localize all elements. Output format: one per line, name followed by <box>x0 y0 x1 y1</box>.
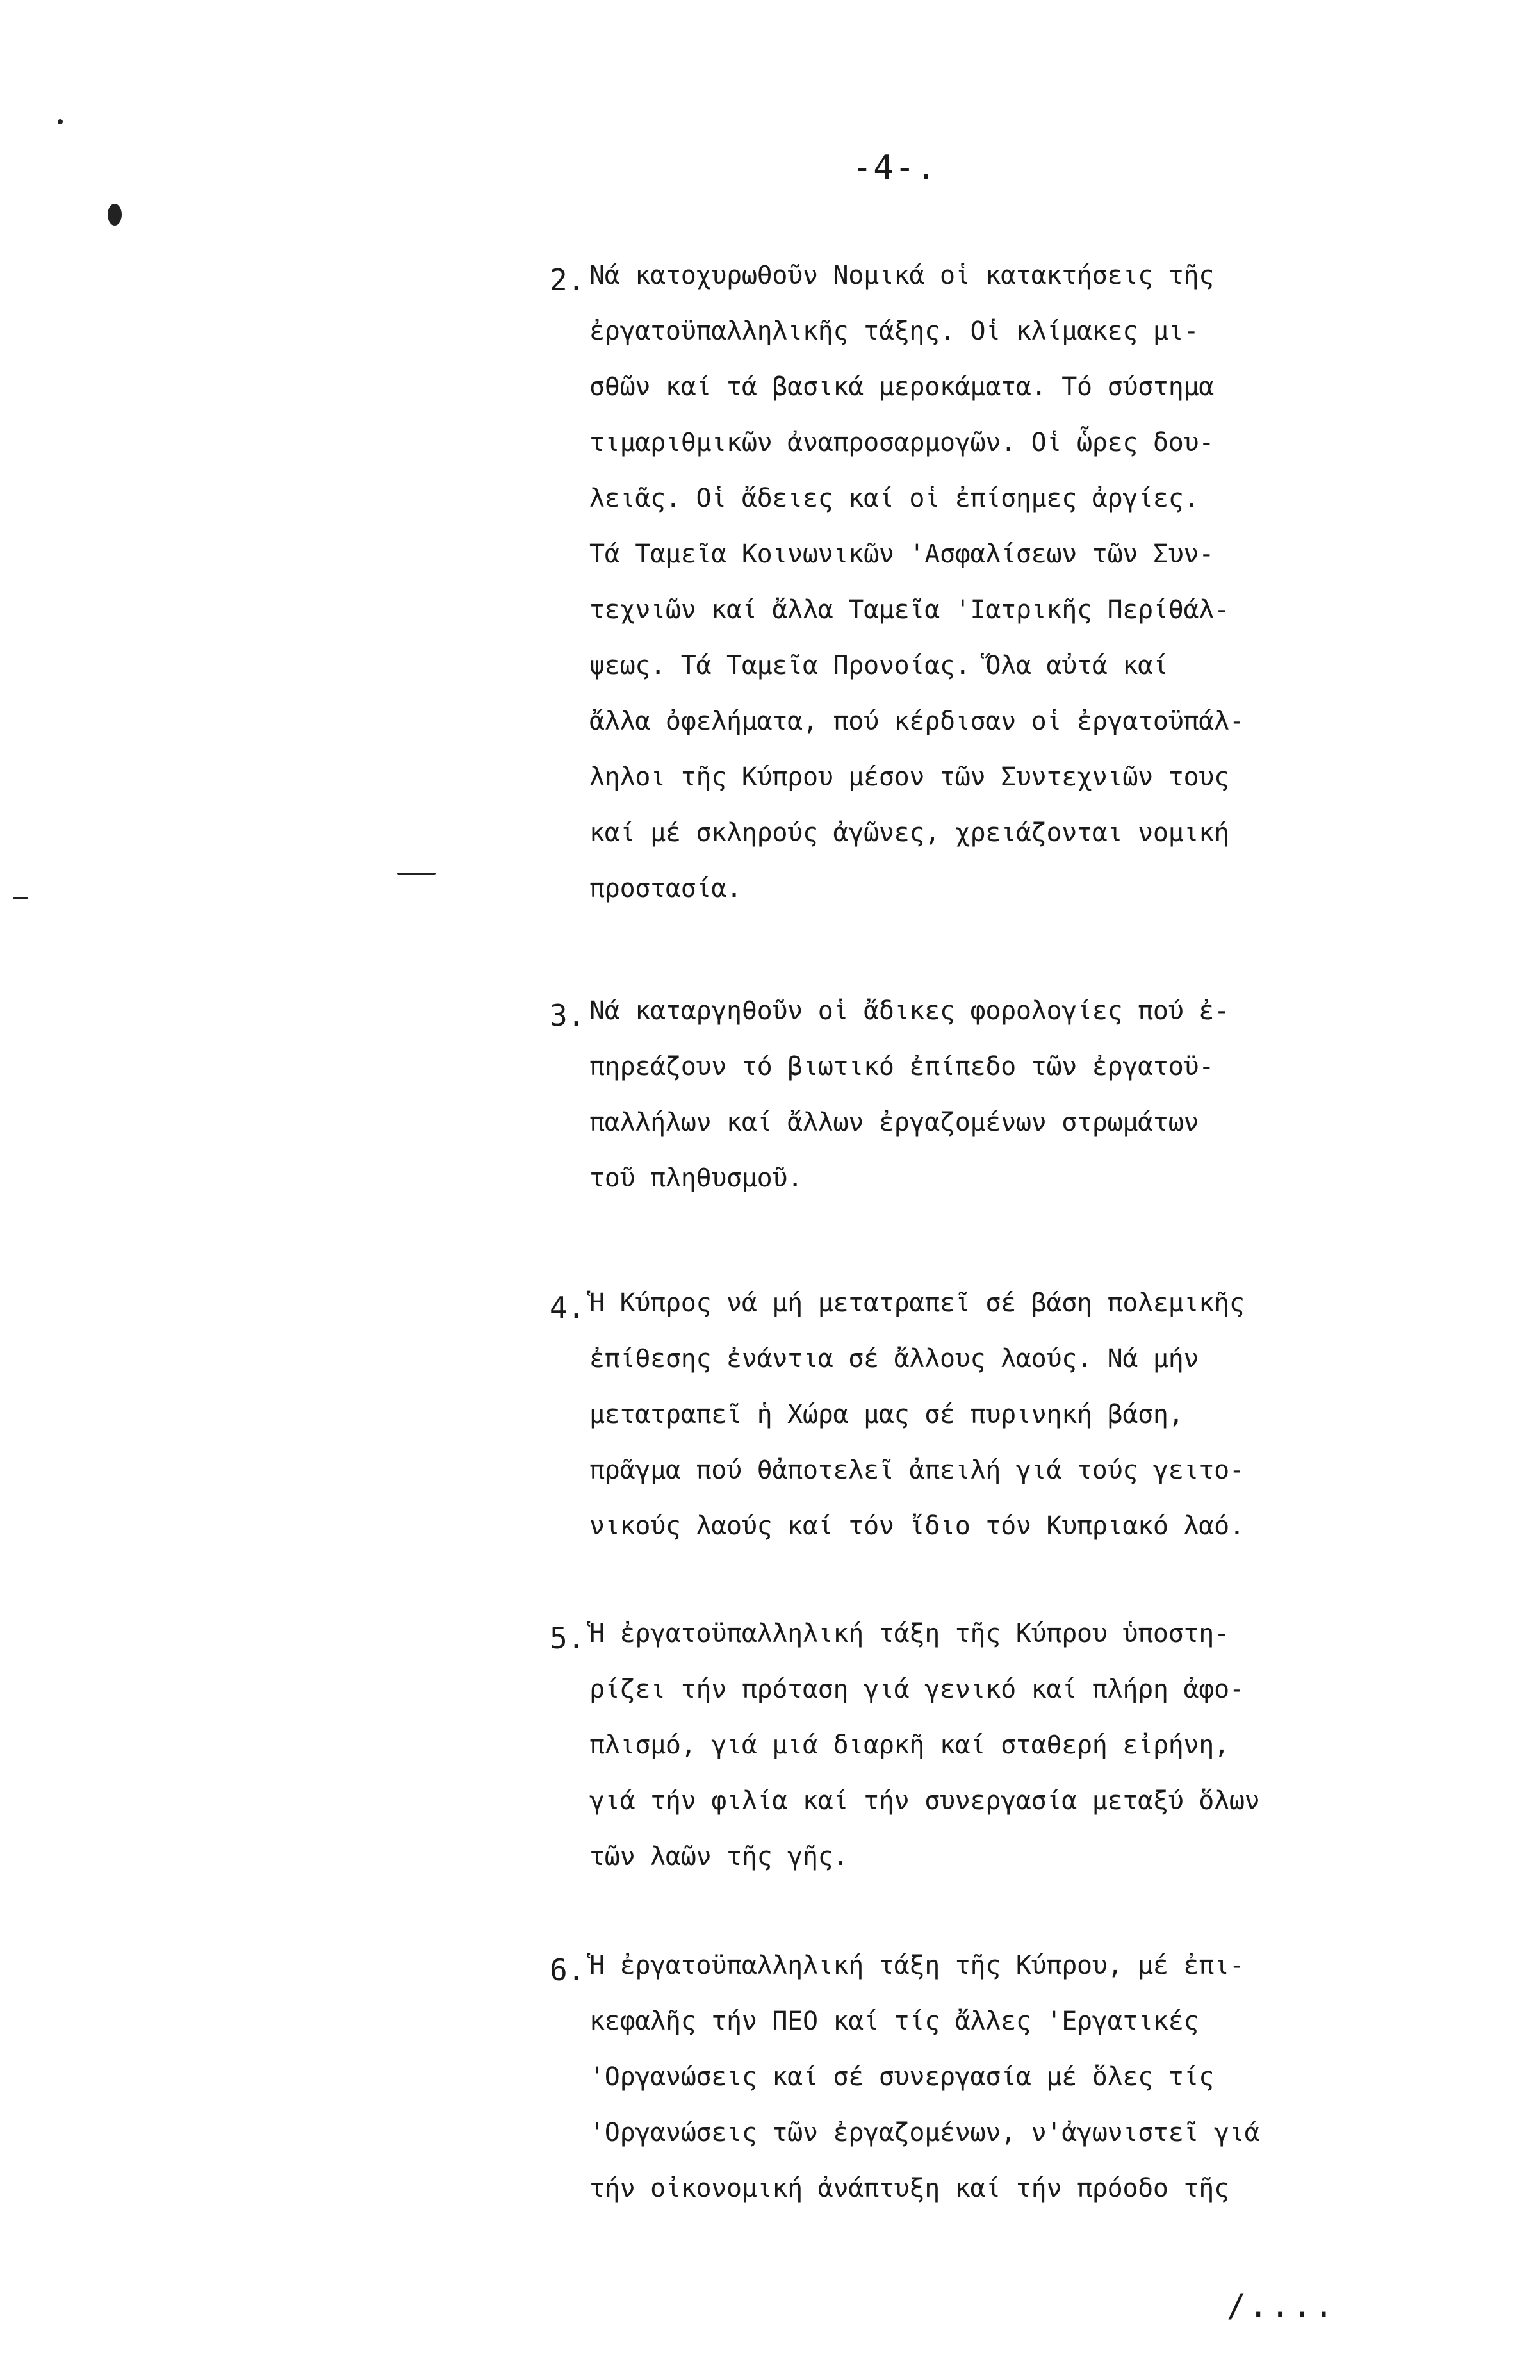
item-text <box>589 1621 1448 1869</box>
text-line: Νά καταργηθοῦν οἱ ἄδικες φορολογίες πού ἐ- <box>589 996 1229 1026</box>
scan-speck <box>108 204 122 226</box>
text-line: ψεως. Τά Ταμεῖα Προνοίας. Ὅλα αὐτά καί <box>589 651 1168 680</box>
text-line: ληλοι τῆς Κύπρου μέσον τῶν Συντεχνιῶν τους <box>589 762 1229 792</box>
item-6 <box>550 1951 1448 2203</box>
text-line: ἄλλα ὀφελήματα, πού κέρδισαν οἱ ἐργατοϋπάλ- <box>589 707 1245 736</box>
item-2 <box>550 261 1448 903</box>
item-text <box>589 998 1448 1191</box>
item-4 <box>550 1288 1448 1541</box>
scan-speck <box>58 119 63 124</box>
text-line: Ἡ ἐργατοϋπαλληλική τάξη τῆς Κύπρου, μέ ἐπι- <box>589 1951 1245 1980</box>
text-line: σθῶν καί τά βασικά μεροκάματα. Τό σύστημα <box>589 372 1215 402</box>
text-line: τῶν λαῶν τῆς γῆς. <box>589 1842 849 1871</box>
text-line: λειᾶς. Οἱ ἄδειες καί οἱ ἐπίσημες ἀργίες. <box>589 484 1199 513</box>
text-line: νικούς λαούς καί τόν ἴδιο τόν Κυπριακό λαό. <box>589 1511 1245 1541</box>
item-number: 6. <box>550 1953 586 1987</box>
text-line: τιμαριθμικῶν ἀναπροσαρμογῶν. Οἱ ὧρες δου- <box>589 428 1215 457</box>
text-line: τεχνιῶν καί ἄλλα Ταμεῖα 'Ιατρικῆς Περίθάλ- <box>589 595 1229 625</box>
item-5 <box>550 1619 1448 1871</box>
page-number: -4-. <box>852 149 938 187</box>
text-line: προστασία. <box>589 874 742 903</box>
item-text <box>589 1290 1448 1539</box>
text-line: Ἡ Κύπρος νά μή μετατραπεῖ σέ βάση πολεμικῆς <box>589 1288 1245 1318</box>
continuation-mark: /.... <box>1227 2287 1336 2324</box>
item-text <box>589 1953 1448 2201</box>
text-line: παλλήλων καί ἄλλων ἐργαζομένων στρωμάτων <box>589 1108 1199 1137</box>
item-number: 3. <box>550 998 586 1033</box>
text-line: Τά Ταμεῖα Κοινωνικῶν 'Ασφαλίσεων τῶν Συν- <box>589 539 1215 569</box>
item-text <box>589 263 1448 901</box>
text-line: 'Οργανώσεις τῶν ἐργαζομένων, ν'ἀγωνιστεῖ γιά <box>589 2118 1260 2147</box>
text-line: καί μέ σκληρούς ἀγῶνες, χρειάζονται νομική <box>589 818 1229 848</box>
item-number: 4. <box>550 1290 586 1325</box>
text-line: τήν οἰκονομική ἀνάπτυξη καί τήν πρόοδο τῆς <box>589 2174 1229 2203</box>
text-line: 'Οργανώσεις καί σέ συνεργασία μέ ὅλες τίς <box>589 2062 1215 2092</box>
scan-speck <box>397 873 436 875</box>
text-line: Ἡ ἐργατοϋπαλληλική τάξη τῆς Κύπρου ὑποστη- <box>589 1619 1229 1648</box>
item-number: 5. <box>550 1621 586 1655</box>
text-line: πηρεάζουν τό βιωτικό ἐπίπεδο τῶν ἐργατοϋ- <box>589 1052 1215 1081</box>
scan-speck <box>13 897 28 899</box>
text-line: ἐπίθεσης ἐνάντια σέ ἄλλους λαούς. Νά μήν <box>589 1344 1199 1374</box>
text-line: πρᾶγμα πού θἀποτελεῖ ἀπειλή γιά τούς γειτο- <box>589 1456 1245 1485</box>
text-line: τοῦ πληθυσμοῦ. <box>589 1163 803 1193</box>
text-line: πλισμό, γιά μιά διαρκῆ καί σταθερή εἰρήνη, <box>589 1730 1229 1760</box>
text-line: γιά τήν φιλία καί τήν συνεργασία μεταξύ ὅλων <box>589 1786 1260 1816</box>
item-number: 2. <box>550 263 586 297</box>
text-line: ἐργατοϋπαλληλικῆς τάξης. Οἱ κλίμακες μι- <box>589 316 1199 346</box>
text-line: μετατραπεῖ ἡ Χώρα μας σέ πυρινηκή βάση, <box>589 1400 1184 1429</box>
item-3 <box>550 996 1448 1193</box>
text-line: ρίζει τήν πρόταση γιά γενικό καί πλήρη ἀφο- <box>589 1675 1245 1704</box>
text-line: Νά κατοχυρωθοῦν Νομικά οἱ κατακτήσεις τῆς <box>589 261 1215 290</box>
text-line: κεφαλῆς τήν ΠΕΟ καί τίς ἄλλες 'Εργατικές <box>589 2007 1199 2036</box>
